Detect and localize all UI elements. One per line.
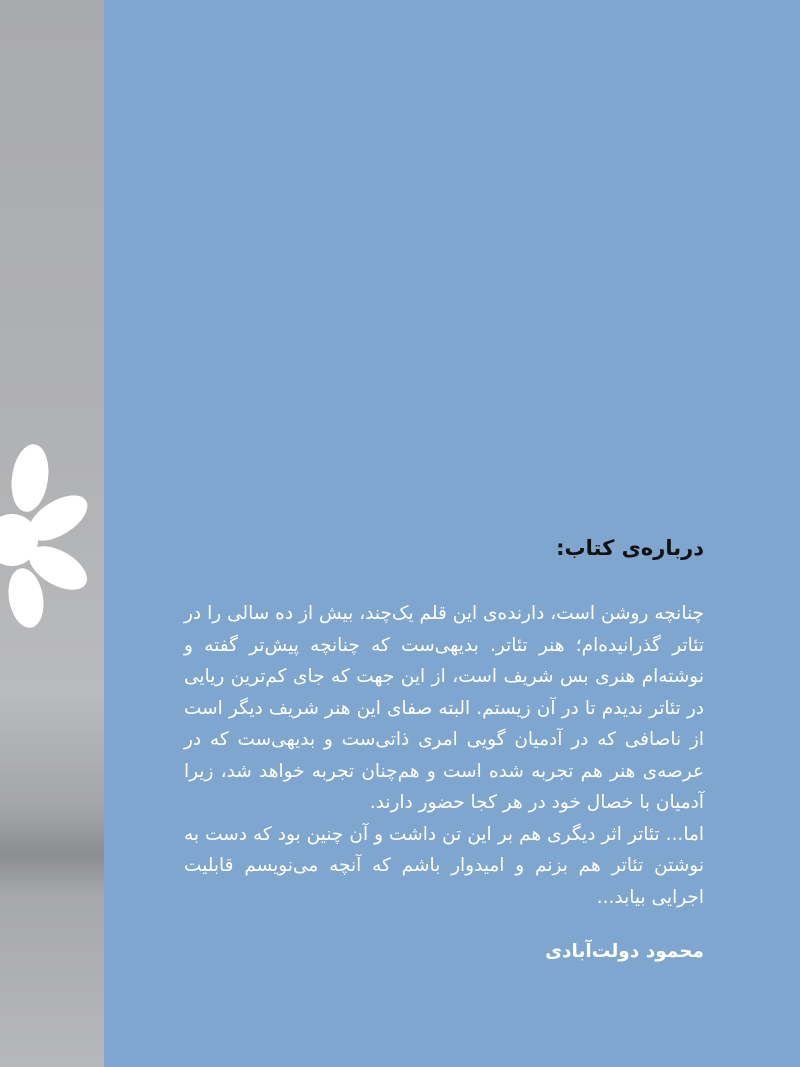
paragraph: چنانچه روشن است، دارنده‌ی این قلم یک‌چند، بیش از ده سالی را در تئاتر گذرانیده‌ام؛ هنر تئاتر. بدیهی‌ست که چنانچه پیش‌تر گفته و نوشته‌ام هنری بس شریف است، از این جهت که جای کم‌ترین ریایی در تئاتر ندیدم تا در آن زیستم. البته صفای این هنر شریف دیگر است از ناصافی که در آدمیان گویی امری ذاتی‌ست و بدیهی‌ست که در عرصه‌ی هنر هم تجربه شده است و هم‌چنان تجربه خواهد شد، زیرا آدمیان با خصال خود در هر کجا حضور دارند. [184,603,704,813]
author-name: محمود دولت‌آبادی [545,941,704,962]
flower-petals-icon [0,440,90,630]
book-spine [0,0,104,1067]
paragraph: اما... تئاتر اثر دیگری هم بر این تن داشت و آن چنین بود که دست به نوشتن تئاتر هم بزنم و امیدوار باشم که آنچه می‌نویسم قابلیت اجرایی بیابد... [184,823,704,908]
section-heading: درباره‌ی کتاب: [556,536,704,560]
section-body [184,598,704,913]
about-book-section [184,528,704,969]
